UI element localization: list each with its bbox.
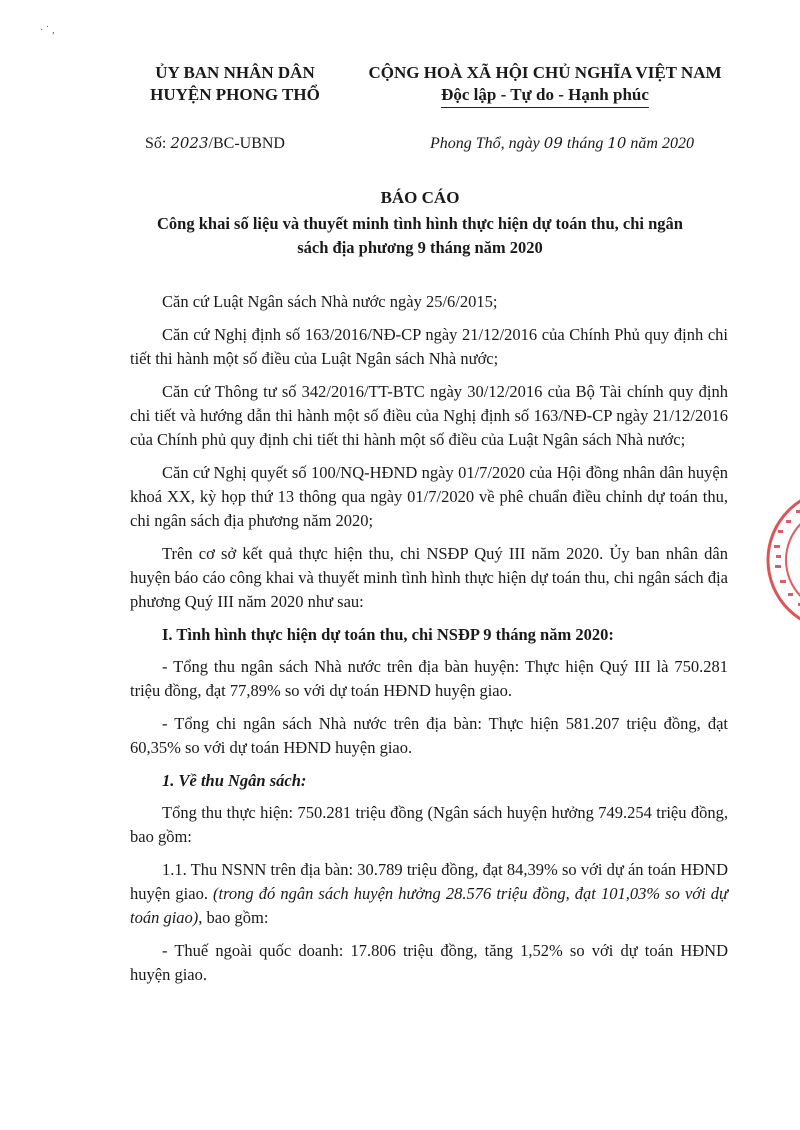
ref-number-handwritten: 2023 — [170, 134, 209, 152]
ref-suffix: /BC-UBND — [208, 135, 285, 152]
paragraph: Tổng thu thực hiện: 750.281 triệu đồng (Ngân sách huyện hưởng 749.254 triệu đồng, bao gồm: — [130, 803, 728, 846]
paragraph: - Tổng chi ngân sách Nhà nước trên địa bàn: Thực hiện 581.207 triệu đồng, đạt 60,35% so với dự toán HĐND huyện giao. — [130, 714, 728, 757]
document-date — [430, 134, 694, 153]
paragraph: Căn cứ Luật Ngân sách Nhà nước ngày 25/6/2015; — [162, 292, 498, 311]
date-day-handwritten: 09 — [543, 134, 563, 152]
org-line-2: HUYỆN PHONG THỔ — [150, 85, 320, 104]
paragraph-text: 1.1. Thu NSNN trên địa bàn: 30.789 triệu đồng, đạt 84,39% so với dự án toán HĐND huyện giao. — [130, 860, 728, 903]
date-month-handwritten: 10 — [607, 134, 627, 152]
date-text-3: năm 2020 — [626, 135, 694, 152]
paragraph — [130, 858, 728, 930]
subsection-heading: 1. Về thu Ngân sách: — [162, 771, 307, 790]
date-text-2: tháng — [562, 135, 608, 152]
paragraph: - Thuế ngoài quốc doanh: 17.806 triệu đồng, tăng 1,52% so với dự toán HĐND huyện giao. — [130, 941, 728, 984]
section-heading: I. Tình hình thực hiện dự toán thu, chi NSĐP 9 tháng năm 2020: — [162, 625, 614, 644]
document-title: BÁO CÁO — [380, 188, 460, 207]
national-motto: Độc lập - Tự do - Hạnh phúc — [441, 84, 649, 108]
scan-specks: · ˙ ‚ — [40, 25, 55, 36]
ref-prefix: Số: — [145, 135, 171, 152]
paragraph: Căn cứ Nghị quyết số 100/NQ-HĐND ngày 01/7/2020 của Hội đồng nhân dân huyện khoá XX, kỳ họp thứ 13 thông qua ngày 01/7/2020 về phê chuẩn điều chỉnh dự toán thu, chi ngân sách địa phương năm 2020; — [130, 463, 728, 530]
paragraph: Trên cơ sở kết quả thực hiện thu, chi NSĐP Quý III năm 2020. Ủy ban nhân dân huyện báo cáo công khai và thuyết minh tình hình thực hiện dự toán thu, chi ngân sách địa phương Quý III năm 2020 như sau: — [130, 544, 728, 611]
issuing-authority — [120, 62, 350, 106]
document-number — [145, 134, 285, 153]
nation-line-1: CỘNG HOÀ XÃ HỘI CHỦ NGHĨA VIỆT NAM — [368, 63, 722, 82]
paragraph: Căn cứ Nghị định số 163/2016/NĐ-CP ngày 21/12/2016 của Chính Phủ quy định chi tiết thi hành một số điều của Luật Ngân sách Nhà nước; — [130, 325, 728, 368]
paragraph: Căn cứ Thông tư số 342/2016/TT-BTC ngày 30/12/2016 của Bộ Tài chính quy định chi tiết và hướng dẫn thi hành một số điều của Nghị định số 163/NĐ-CP ngày 21/12/2016 của Chính phủ quy định chi tiết thi hành một số điều của Luật Ngân sách Nhà nước; — [130, 382, 728, 449]
document-body — [130, 290, 728, 996]
official-seal — [762, 485, 800, 635]
national-header — [355, 62, 735, 108]
org-line-1: ỦY BAN NHÂN DÂN — [155, 63, 315, 82]
seal-graphic — [762, 485, 800, 635]
date-text-1: Phong Thổ, ngày — [430, 135, 544, 152]
paragraph: - Tổng thu ngân sách Nhà nước trên địa bàn huyện: Thực hiện Quý III là 750.281 triệu đồng, đạt 77,89% so với dự toán HĐND huyện giao. — [130, 657, 728, 700]
paragraph-italic-note: (trong đó ngân sách huyện hưởng 28.576 triệu đồng, đạt 101,03% so với dự toán giao) — [130, 884, 728, 927]
document-subtitle: Công khai số liệu và thuyết minh tình hình thực hiện dự toán thu, chi ngân sách địa phương 9 tháng năm 2020 — [157, 214, 683, 257]
paragraph-text: , bao gồm: — [198, 908, 269, 927]
